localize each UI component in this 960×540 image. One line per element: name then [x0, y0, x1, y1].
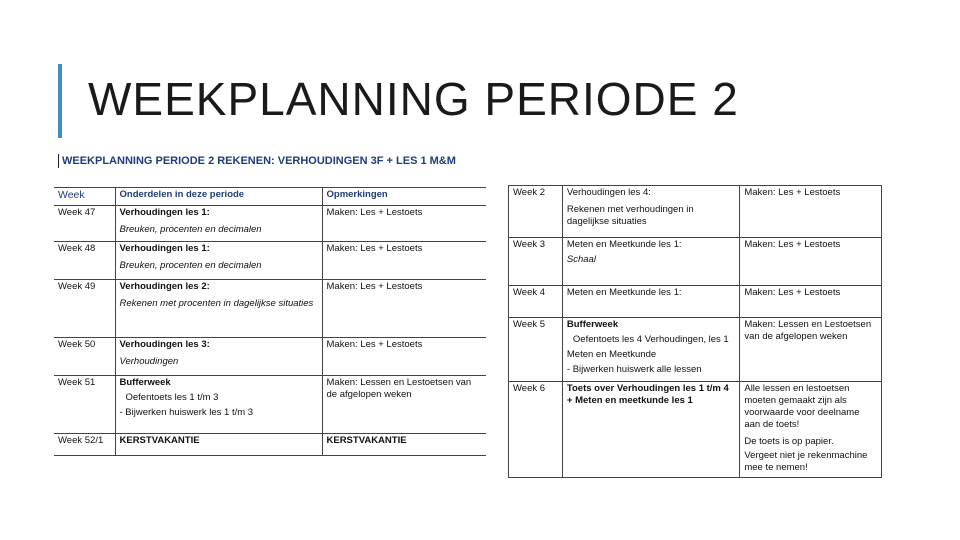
table-row — [54, 338, 486, 376]
table-row — [509, 186, 882, 238]
topic-cell — [562, 318, 739, 382]
remark-cell: Maken: Les + Lestoets — [322, 206, 486, 242]
table-row — [54, 376, 486, 434]
topic-line: - Bijwerken huiswerk les 1 t/m 3 — [119, 406, 254, 418]
cursor-bar — [58, 154, 59, 168]
remark-cell: Maken: Les + Lestoets — [322, 242, 486, 280]
remark-line: Alle lessen en lestoetsen moeten gemaakt zijn als voorwaarde voor deelname aan de toets! — [744, 383, 860, 430]
topic-subtitle: Rekenen met verhoudingen in dagelijkse situaties — [566, 203, 694, 227]
topic-cell: Meten en Meetkunde les 1: — [562, 286, 739, 318]
topic-line: Oefentoets les 4 Verhoudingen, les 1 — [572, 333, 729, 345]
table-row — [509, 286, 882, 318]
topic-title: Bufferweek — [119, 377, 171, 389]
week-cell: Week 47 — [54, 206, 115, 242]
table-row — [509, 318, 882, 382]
topic-cell — [115, 338, 322, 376]
remark-cell: Maken: Les + Lestoets — [322, 338, 486, 376]
topic-cell — [562, 238, 739, 286]
week-cell: Week 6 — [509, 382, 563, 478]
week-cell: Week 5 — [509, 318, 563, 382]
topic-cell: Toets over Verhoudingen les 1 t/m 4 + Meten en meetkunde les 1 — [562, 382, 739, 478]
table-row — [54, 280, 486, 338]
table-row — [54, 242, 486, 280]
week-cell: Week 2 — [509, 186, 563, 238]
remark-cell — [740, 382, 882, 478]
topic-subtitle: Breuken, procenten en decimalen — [119, 224, 262, 235]
topic-line: Meten en Meetkunde — [566, 348, 657, 360]
topic-title: Verhoudingen les 2: — [119, 281, 210, 293]
planning-table-left — [54, 187, 486, 456]
week-cell: Week 48 — [54, 242, 115, 280]
remark-line: De toets is op papier. — [744, 435, 834, 447]
week-cell: Week 49 — [54, 280, 115, 338]
topic-cell — [115, 242, 322, 280]
topic-cell — [115, 376, 322, 434]
remark-cell: KERSTVAKANTIE — [322, 434, 486, 456]
topic-title: Verhoudingen les 1: — [119, 207, 210, 219]
topic-subtitle: Breuken, procenten en decimalen — [119, 260, 262, 271]
table-row — [509, 238, 882, 286]
remark-cell: Maken: Les + Lestoets — [322, 280, 486, 338]
topic-cell — [115, 280, 322, 338]
topic-title: Verhoudingen les 4: — [566, 187, 651, 198]
week-cell: Week 52/1 — [54, 434, 115, 456]
header-week: Week — [54, 188, 115, 206]
topic-title: Bufferweek — [566, 319, 619, 330]
topic-line: Oefentoets les 1 t/m 3 — [125, 392, 219, 403]
header-opmerkingen: Opmerkingen — [322, 188, 486, 206]
week-cell: Week 51 — [54, 376, 115, 434]
table-row — [54, 434, 486, 456]
topic-cell: KERSTVAKANTIE — [115, 434, 322, 456]
table-row — [509, 382, 882, 478]
document-title: WEEKPLANNING PERIODE 2 REKENEN: VERHOUDINGEN 3F + LES 1 M&M — [62, 155, 456, 167]
topic-title: Verhoudingen les 1: — [119, 243, 210, 255]
topic-subtitle: Verhoudingen — [119, 356, 179, 367]
remark-cell: Maken: Les + Lestoets — [740, 186, 882, 238]
table-header-row — [54, 188, 486, 206]
table-row — [54, 206, 486, 242]
topic-title: Verhoudingen les 3: — [119, 339, 210, 351]
header-onderdelen: Onderdelen in deze periode — [115, 188, 322, 206]
remark-line: Vergeet niet je rekenmachine mee te nemen! — [744, 450, 868, 474]
remark-cell: Maken: Les + Lestoets — [740, 238, 882, 286]
topic-subtitle: Rekenen met procenten in dagelijkse situaties — [119, 298, 314, 309]
title-accent-bar — [58, 64, 62, 138]
topic-cell — [115, 206, 322, 242]
week-cell: Week 4 — [509, 286, 563, 318]
slide-title: WEEKPLANNING PERIODE 2 — [88, 73, 739, 125]
planning-table-right — [508, 185, 882, 478]
topic-subtitle: Schaal — [566, 253, 596, 265]
week-cell: Week 3 — [509, 238, 563, 286]
remark-cell: Maken: Les + Lestoets — [740, 286, 882, 318]
week-cell: Week 50 — [54, 338, 115, 376]
topic-cell — [562, 186, 739, 238]
topic-line: - Bijwerken huiswerk alle lessen — [566, 363, 702, 375]
remark-cell: Maken: Lessen en Lestoetsen van de afgelopen weken — [322, 376, 486, 434]
topic-title: Meten en Meetkunde les 1: — [566, 239, 682, 250]
remark-cell: Maken: Lessen en Lestoetsen van de afgelopen weken — [740, 318, 882, 382]
